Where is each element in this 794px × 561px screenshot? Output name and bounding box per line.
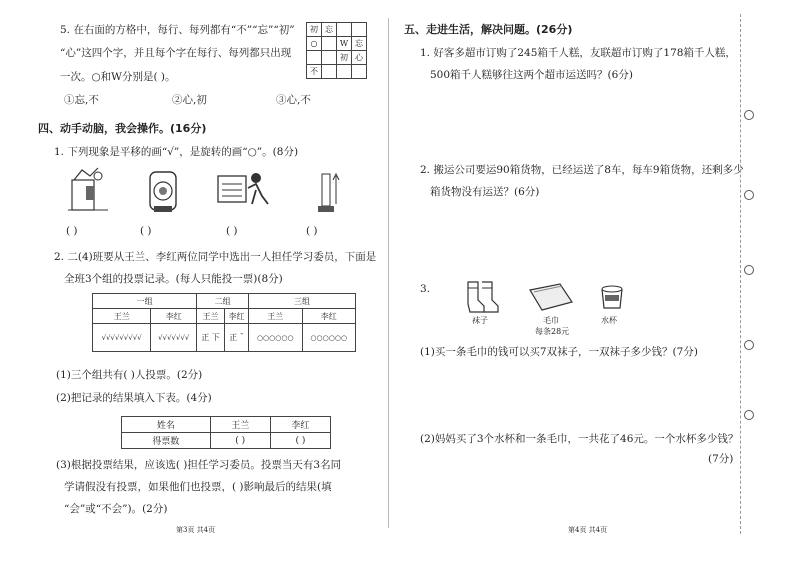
result-header: 李红 [270,417,330,433]
towel-label: 毛巾 [543,316,559,325]
grid-cell [322,65,337,79]
q1-text: 1. 下列现象是平移的画“√”，是旋转的画“○”。(8分) [54,146,299,158]
r-q1-line1: 1. 好客多超市订购了245箱千人糕，友联超市订购了178箱千人糕， [420,47,736,59]
binding-hole-icon [744,340,754,350]
blank-2[interactable]: ( ) [140,225,152,237]
r-q3-number: 3. [420,283,431,295]
cup-label: 水杯 [601,316,617,325]
word-grid [306,22,367,79]
q5-option-2: ②心,初 [172,94,207,106]
vote-name: 王兰 [93,309,151,324]
q2-2-text: (2)把记录的结果填入下表。(4分) [56,392,212,404]
vote-marks: ○○○○○○ [249,324,302,352]
blank-3[interactable]: ( ) [226,225,238,237]
vote-marks: 正 ˉ [224,324,248,352]
vote-name: 王兰 [197,309,225,324]
r-q3-2-text: (2)妈妈买了3个水杯和一条毛巾，一共花了46元。一个水杯多少钱？ [420,433,739,445]
grid-cell: 忘 [322,23,337,37]
q5-option-3: ③心,不 [276,94,311,106]
page-footer-left: 第3页 共4页 [176,526,216,534]
socks-label: 袜子 [472,316,488,325]
grid-cell [352,65,367,79]
towel-picture [526,282,576,312]
q2-line2: 全班3个组的投票记录。(每人只能投一票)(8分) [64,273,283,285]
vote-record-table [92,293,356,352]
socks-picture [462,280,502,314]
q5-line1: 5. 在右面的方格中，每行、每列都有“不”“忘”“初” [60,24,295,36]
grid-cell [337,65,352,79]
grid-cell [322,37,337,51]
section5-title: 五、走进生活，解决问题。(26分) [404,23,573,36]
vote-name: 李红 [224,309,248,324]
grid-cell: ○ [307,37,322,51]
q5-line2: “心”这四个字，并且每个字在每行、每列都只出现 [60,47,292,59]
elevator-picture [312,166,342,216]
q2-3-line2: 学请假没有投票，如果他们也投票，( )影响最后的结果(填 [64,481,332,493]
binding-line [740,14,742,534]
vote-name: 王兰 [249,309,302,324]
q2-3-line3: “会”或“不会”)。(2分) [64,503,168,515]
washing-machine-picture [144,166,184,216]
page-divider [388,18,389,528]
grid-cell: 心 [352,51,367,65]
grid-cell [337,23,352,37]
binding-hole-icon [744,410,754,420]
q2-line1: 2. 二(4)班要从王兰、李红两位同学中选出一人担任学习委员，下面是 [54,251,377,263]
grid-cell: 初 [337,51,352,65]
result-blank[interactable]: ( ) [270,433,330,449]
result-table [121,416,331,449]
q2-3-line1: (3)根据投票结果，应该选( )担任学习委员。投票当天有3名同 [56,459,342,471]
car-wash-picture [68,166,112,216]
grid-cell: 初 [307,23,322,37]
vote-group-2: 二组 [197,294,249,309]
result-header: 姓名 [122,417,211,433]
cup-picture [598,284,628,312]
grid-cell: 忘 [352,37,367,51]
grid-cell [352,23,367,37]
blank-4[interactable]: ( ) [306,225,318,237]
towel-price: 每条28元 [535,327,570,336]
grid-cell [307,51,322,65]
q5-line3: 一次。○和W分别是( )。 [60,71,176,83]
grid-cell: 不 [307,65,322,79]
r-q3-1-text: (1)买一条毛巾的钱可以买7双袜子，一双袜子多少钱？(7分) [420,346,698,358]
result-label: 得票数 [122,433,211,449]
r-q1-line2: 500箱千人糕够往这两个超市运送吗？(6分) [430,69,633,81]
grid-cell [322,51,337,65]
grid-cell: W [337,37,352,51]
binding-hole-icon [744,190,754,200]
binding-hole-icon [744,265,754,275]
vote-marks: √√√√√√√√√ [93,324,151,352]
section4-title: 四、动手动脑，我会操作。(16分) [38,122,207,135]
vote-marks: √√√√√√√ [151,324,197,352]
result-header: 王兰 [210,417,270,433]
result-blank[interactable]: ( ) [210,433,270,449]
q2-1-text: (1)三个组共有( )人投票。(2分) [56,369,203,381]
page-footer-right: 第4页 共4页 [568,526,608,534]
vote-name: 李红 [151,309,197,324]
r-q2-line1: 2. 搬运公司要运90箱货物，已经运送了8车，每车9箱货物，还剩多少 [420,164,744,176]
vote-marks: 正 下 [197,324,225,352]
binding-hole-icon [744,110,754,120]
vote-marks: ○○○○○○ [302,324,356,352]
vote-group-1: 一组 [93,294,197,309]
blank-1[interactable]: ( ) [66,225,78,237]
vote-group-3: 三组 [249,294,356,309]
push-box-picture [216,170,272,210]
vote-name: 李红 [302,309,356,324]
q5-option-1: ①忘,不 [64,94,99,106]
r-q3-2-score: (7分) [708,453,734,465]
r-q2-line2: 箱货物没有运送？(6分) [430,186,540,198]
